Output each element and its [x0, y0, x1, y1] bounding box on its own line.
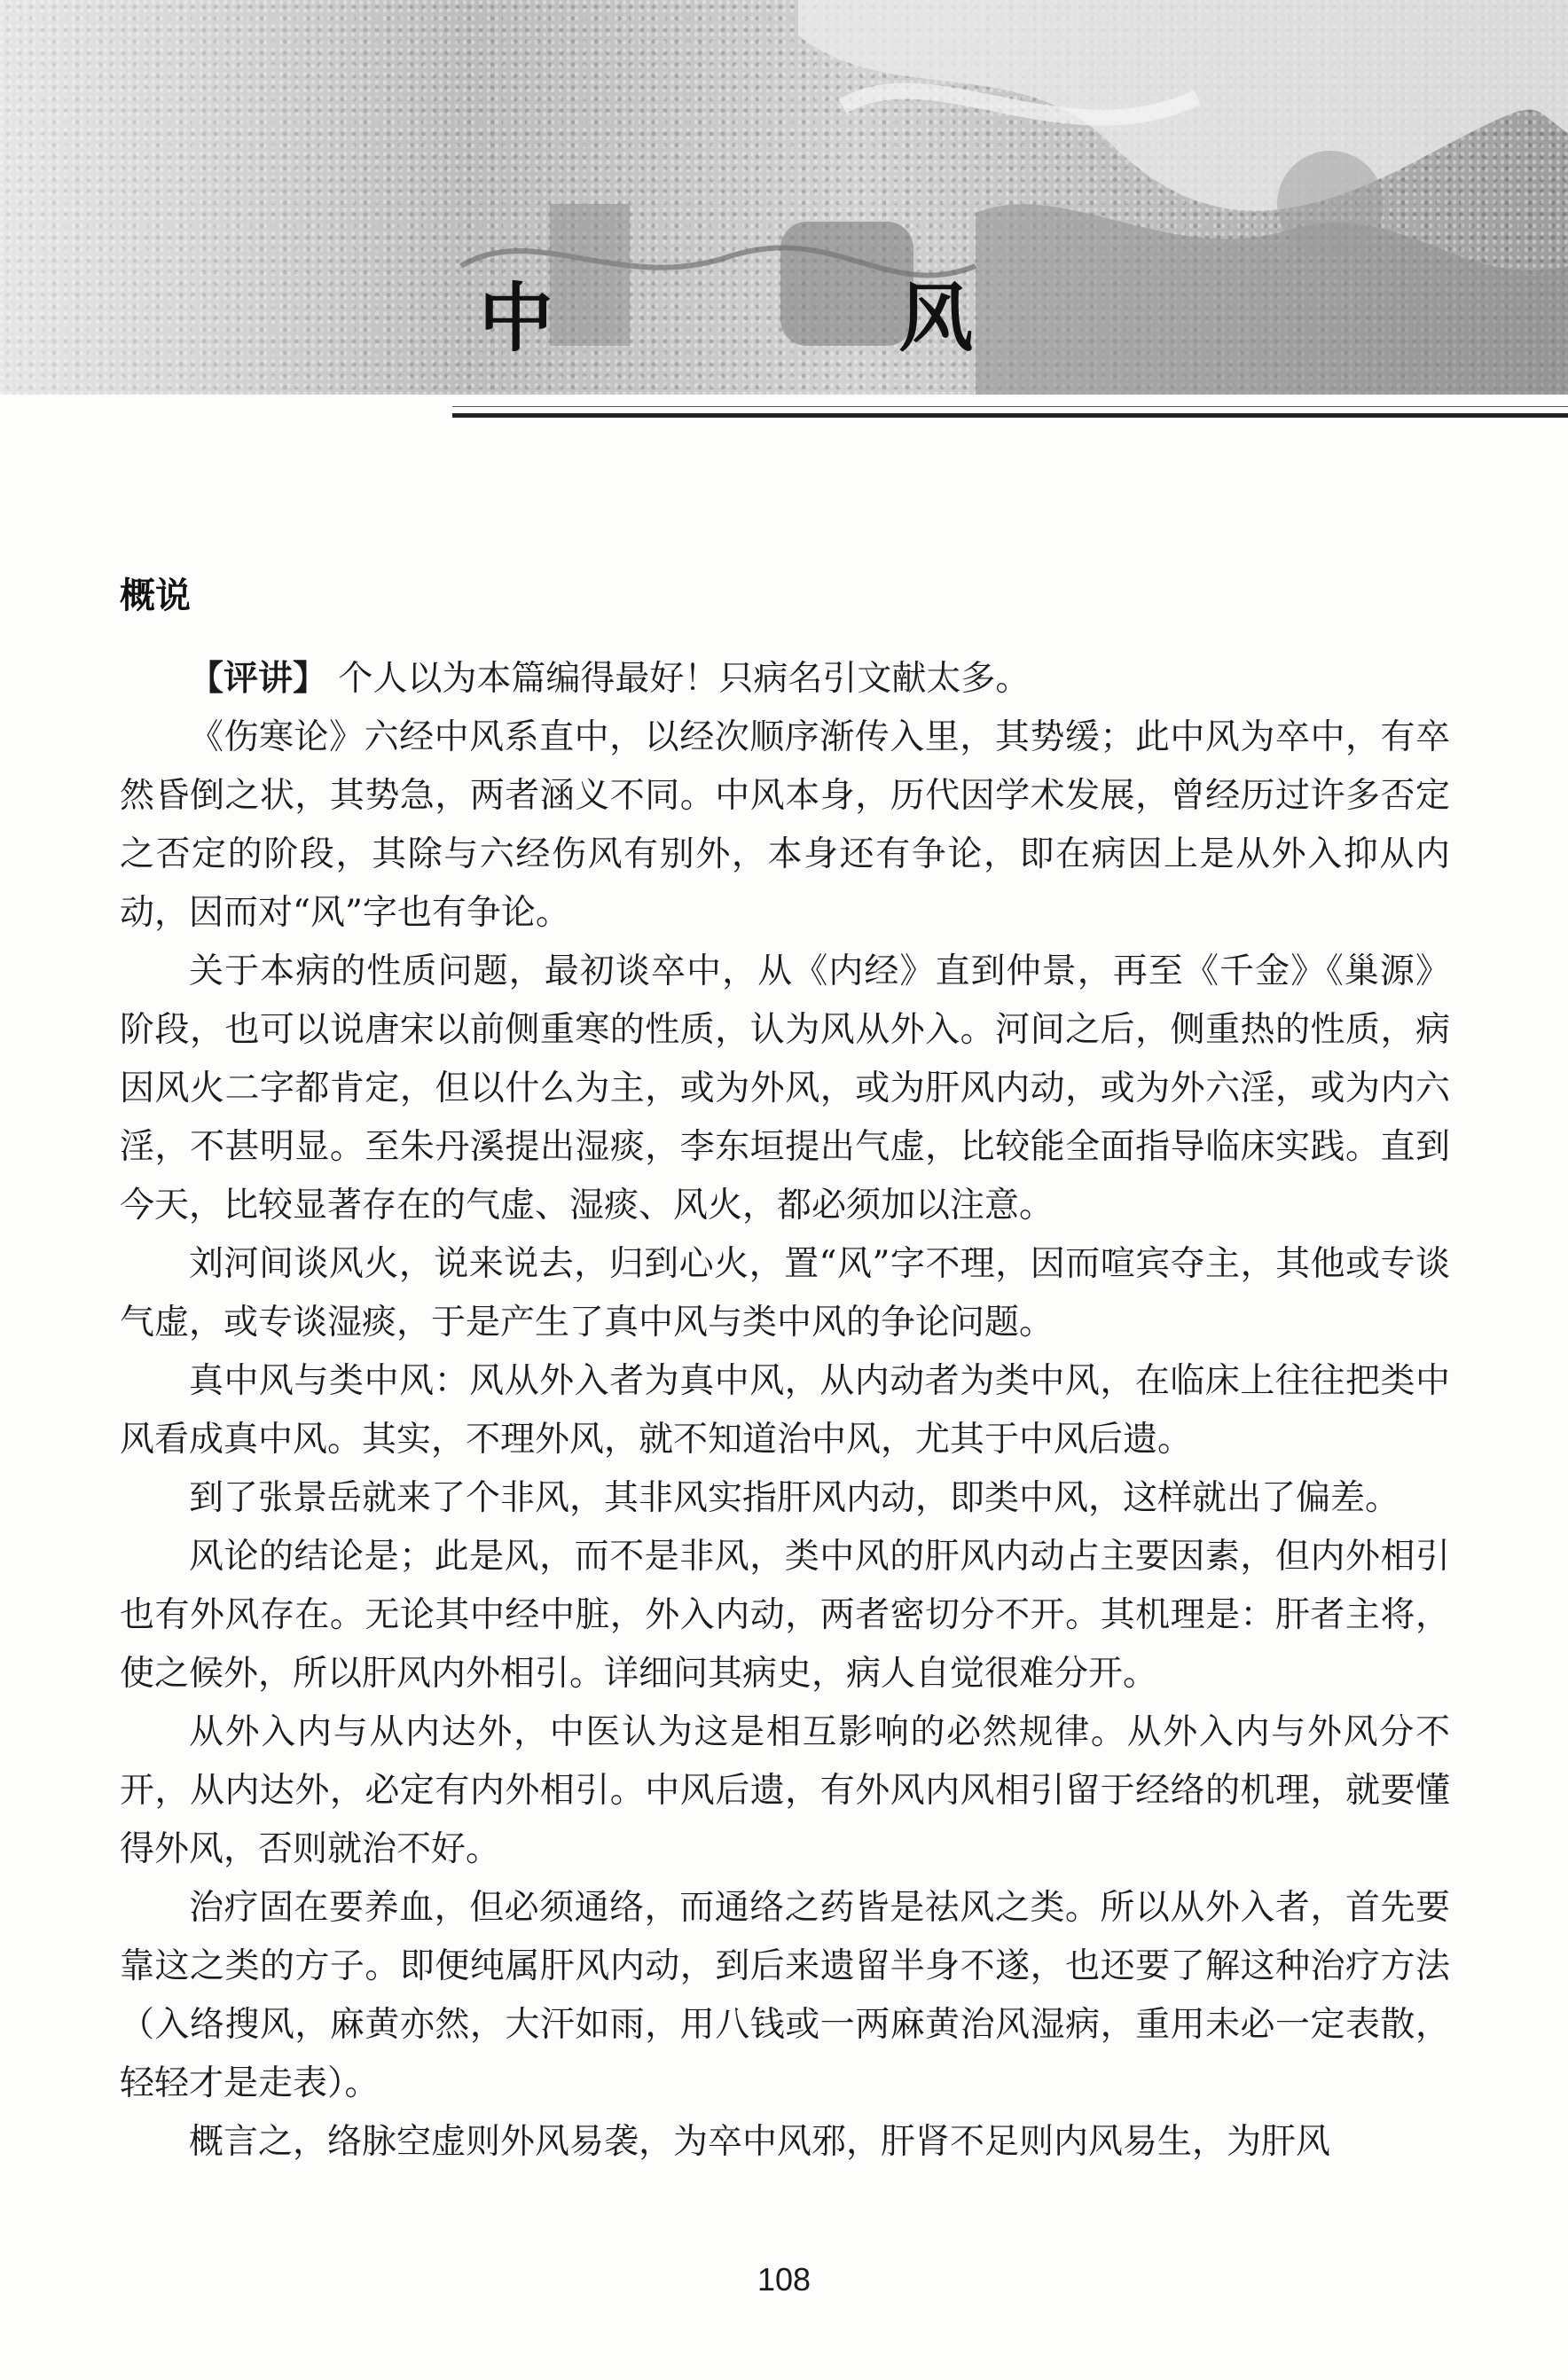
commentary-paragraph: [120, 649, 1450, 709]
title-rule: [452, 413, 1568, 418]
paragraph: 到了张景岳就来了个非风，其非风实指肝风内动，即类中风，这样就出了偏差。: [189, 1478, 1400, 1518]
title-rule-thin: [452, 406, 1568, 407]
commentary-text: 个人以为本篇编得最好！只病名引文献太多。: [338, 659, 1031, 699]
paragraph: 真中风与类中风：风从外入者为真中风，从内动者为类中风，在临床上往往把类中风看成真中风。其实，不理外风，就不知道治中风，尤其于中风后遗。: [120, 1361, 1450, 1460]
paragraph: 《伤寒论》六经中风系直中，以经次顺序渐传入里，其势缓；此中风为卒中，有卒然昏倒之状，其势急，两者涵义不同。中风本身，历代因学术发展，曾经历过许多否定之否定的阶段，其除与六经伤风有别外，本身还有争论，即在病因上是从外入抑从内动，因而对“风”字也有争论。: [120, 717, 1450, 933]
paragraph: 刘河间谈风火，说来说去，归到心火，置“风”字不理，因而喧宾夺主，其他或专谈气虚，或专谈湿痰，于是产生了真中风与类中风的争论问题。: [120, 1244, 1450, 1343]
paragraph: 治疗固在要养血，但必须通络，而通络之药皆是祛风之类。所以从外入者，首先要靠这之类的方子。即便纯属肝风内动，到后来遗留半身不遂，也还要了解这种治疗方法（入络搜风，麻黄亦然，大汗如雨，用八钱或一两麻黄治风湿病，重用未必一定表散，轻轻才是走表）。: [120, 1888, 1450, 2103]
chapter-header: [0, 0, 1568, 426]
paragraph: 从外入内与从内达外，中医认为这是相互影响的必然规律。从外入内与外风分不开，从内达外，必定有内外相引。中风后遗，有外风内风相引留于经络的机理，就要懂得外风，否则就治不好。: [120, 1712, 1450, 1869]
section-heading: 概说: [120, 575, 191, 616]
paragraph: 概言之，络脉空虚则外风易袭，为卒中风邪，肝肾不足则内风易生，为肝风: [189, 2122, 1331, 2162]
paragraph: 关于本病的性质问题，最初谈卒中，从《内经》直到仲景，再至《千金》《巢源》阶段，也可以说唐宋以前侧重寒的性质，认为风从外入。河间之后，侧重热的性质，病因风火二字都肯定，但以什么为主，或为外风，或为肝风内动，或为外六淫，或为内六淫，不甚明显。至朱丹溪提出湿痰，李东垣提出气虚，比较能全面指导临床实践。直到今天，比较显著存在的气虚、湿痰、风火，都必须加以注意。: [120, 951, 1450, 1225]
body-text: [120, 649, 1450, 2172]
page-number: 108: [757, 2261, 811, 2298]
paragraph: 风论的结论是；此是风，而不是非风，类中风的肝风内动占主要因素，但内外相引也有外风存在。无论其中经中脏，外入内动，两者密切分不开。其机理是：肝者主将，使之候外，所以肝风内外相引。详细问其病史，病人自觉很难分开。: [120, 1537, 1450, 1694]
chapter-title: 中 风: [479, 275, 1133, 362]
commentary-label: 【评讲】: [189, 658, 328, 699]
